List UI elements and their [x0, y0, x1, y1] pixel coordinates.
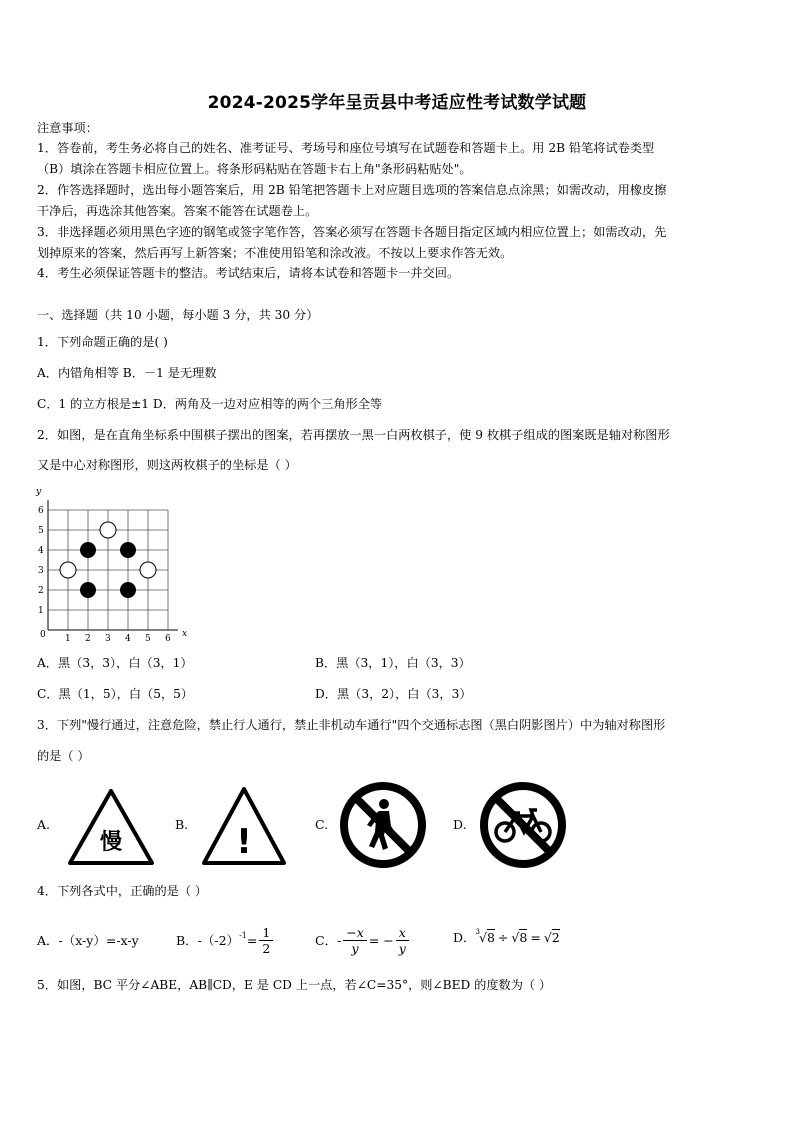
q4-option-b-exponent: -1	[239, 930, 247, 940]
notice-line-5: 3．非选择题必须用黑色字迹的钢笔或签字笔作答，答案必须写在答题卡各题目指定区域内相应位置上；如需改动，先	[37, 225, 667, 239]
q1-stem: 1．下列命题正确的是( )	[37, 335, 168, 349]
q3-label-d: D.	[453, 817, 467, 832]
black-stone	[80, 582, 96, 598]
notice-line-7: 4．考生必须保证答题卡的整洁。考试结束后，请将本试卷和答题卡一并交回。	[37, 266, 460, 280]
x-tick-label: 6	[165, 634, 171, 642]
radical-sign-icon: √	[511, 929, 520, 945]
q3-label-a: A.	[37, 817, 51, 832]
q1-options-cd: C．1 的立方根是±1 D．两角及一边对应相等的两个三角形全等	[37, 397, 383, 411]
q4-stem: 4．下列各式中，正确的是（ ）	[37, 884, 208, 898]
q4-option-c-equals: = −	[368, 932, 394, 948]
white-stone	[140, 562, 156, 578]
q1-options-ab: A．内错角相等 B．－1 是无理数	[37, 366, 217, 380]
q4-option-b-prefix: B．-（-2）	[176, 933, 240, 948]
q4-option-b-denominator: 2	[262, 940, 271, 956]
y-tick-label: 2	[38, 586, 44, 596]
x-tick-label: 2	[85, 634, 91, 642]
white-stone	[100, 522, 116, 538]
warning-sign-icon	[200, 785, 288, 867]
q4-option-d	[453, 928, 560, 946]
page-title: 2024-2025学年呈贡县中考适应性考试数学试题	[207, 93, 587, 113]
q4-option-b-numerator: 1	[259, 925, 273, 941]
y-tick-label: 3	[38, 566, 44, 576]
q2-option-d: D．黑（3，2），白（3，3）	[315, 687, 472, 701]
notice-heading: 注意事项：	[37, 121, 98, 135]
black-stone	[120, 542, 136, 558]
notice-line-2: （B）填涂在答题卡相应位置上。将条形码粘贴在答题卡右上角"条形码粘贴处"。	[37, 162, 472, 176]
notice-line-6: 划掉原来的答案，然后再写上新答案；不准使用铅笔和涂改液。不按以上要求作答无效。	[37, 246, 513, 260]
slow-sign-icon	[66, 787, 156, 867]
white-stone	[60, 562, 76, 578]
y-tick-label: 5	[38, 526, 44, 536]
y-tick-label: 4	[38, 546, 44, 556]
radical-sign-icon: √	[479, 929, 487, 945]
q4-option-c	[315, 920, 411, 960]
q2-stem-1: 2．如图，是在直角坐标系中围棋子摆出的图案，若再摆放一黑一白两枚棋子，使 9 枚棋子组成的图案既是轴对称图形	[37, 428, 670, 442]
section-heading: 一、选择题（共 10 小题，每小题 3 分，共 30 分）	[37, 308, 319, 322]
q3-stem-1: 3．下列"慢行通过，注意危险，禁止行人通行，禁止非机动车通行"四个交通标志图（黑白阴影图片）中为轴对称图形	[37, 718, 666, 732]
notice-line-4: 干净后，再选涂其他答案。答案不能答在试题卷上。	[37, 204, 318, 218]
q2-option-b: B．黑（3，1），白（3，3）	[315, 656, 471, 670]
slow-sign-text: 慢	[99, 830, 123, 855]
y-tick-label: 6	[38, 506, 44, 516]
origin-label: 0	[40, 630, 46, 640]
radical-sign-icon: √	[543, 929, 552, 945]
q4-option-c-denominator-1: y	[351, 940, 359, 956]
q4-option-b	[176, 920, 275, 960]
black-stone	[120, 582, 136, 598]
q4-option-c-denominator-2: y	[398, 940, 406, 956]
q4-option-d-equals: =	[530, 929, 541, 945]
q2-option-a: A．黑（3，3），白（3，1）	[37, 656, 193, 670]
q4-option-d-radicand-1: 8	[486, 930, 495, 945]
warning-sign-text: !	[236, 822, 252, 862]
no-bicycles-sign-icon	[478, 780, 568, 870]
q2-coordinate-grid	[28, 484, 198, 642]
no-pedestrians-sign-icon	[338, 780, 428, 870]
q4-option-b-equals: =	[246, 932, 258, 948]
q4-option-d-radicand-2: 8	[519, 930, 528, 945]
q5-stem: 5．如图，BC 平分∠ABE，AB∥CD，E 是 CD 上一点，若∠C=35°，则∠BED 的度数为（ ）	[37, 978, 552, 992]
x-tick-label: 4	[125, 634, 131, 642]
q4-option-d-root-index: 3	[475, 928, 480, 936]
q4-option-c-fraction-2	[396, 925, 409, 956]
q3-label-c: C.	[315, 817, 329, 832]
q3-stem-2: 的是（ ）	[37, 749, 90, 763]
q4-option-c-numerator-2: x	[396, 925, 409, 941]
y-axis-label: y	[36, 487, 42, 497]
x-tick-label: 5	[145, 634, 151, 642]
q4-option-c-numerator-1: −x	[343, 925, 367, 941]
q4-option-d-radicand-3: 2	[551, 930, 560, 945]
q4-option-d-prefix: D．	[453, 930, 476, 945]
notice-line-3: 2．作答选择题时，选出每小题答案后，用 2B 铅笔把答题卡上对应题目选项的答案信息点涂黑；如需改动，用橡皮擦	[37, 183, 667, 197]
q2-stem-2: 又是中心对称图形，则这两枚棋子的坐标是（ ）	[37, 458, 297, 472]
y-tick-label: 1	[38, 606, 44, 616]
x-tick-label: 1	[65, 634, 71, 642]
q4-option-c-prefix: C．-	[315, 933, 342, 948]
x-axis-label: x	[182, 629, 188, 639]
q4-option-a: A．-（x-y）=-x-y	[37, 933, 139, 948]
x-tick-label: 3	[105, 634, 111, 642]
q4-option-d-divide: ÷	[497, 929, 509, 945]
q2-option-c: C．黑（1，5），白（5，5）	[37, 687, 194, 701]
q3-label-b: B.	[175, 817, 189, 832]
q4-option-b-fraction	[259, 925, 273, 956]
black-stone	[80, 542, 96, 558]
notice-line-1: 1．答卷前，考生务必将自己的姓名、准考证号、考场号和座位号填写在试题卷和答题卡上。用 2B 铅笔将试卷类型	[37, 141, 655, 155]
q4-option-c-fraction-1	[343, 925, 367, 956]
